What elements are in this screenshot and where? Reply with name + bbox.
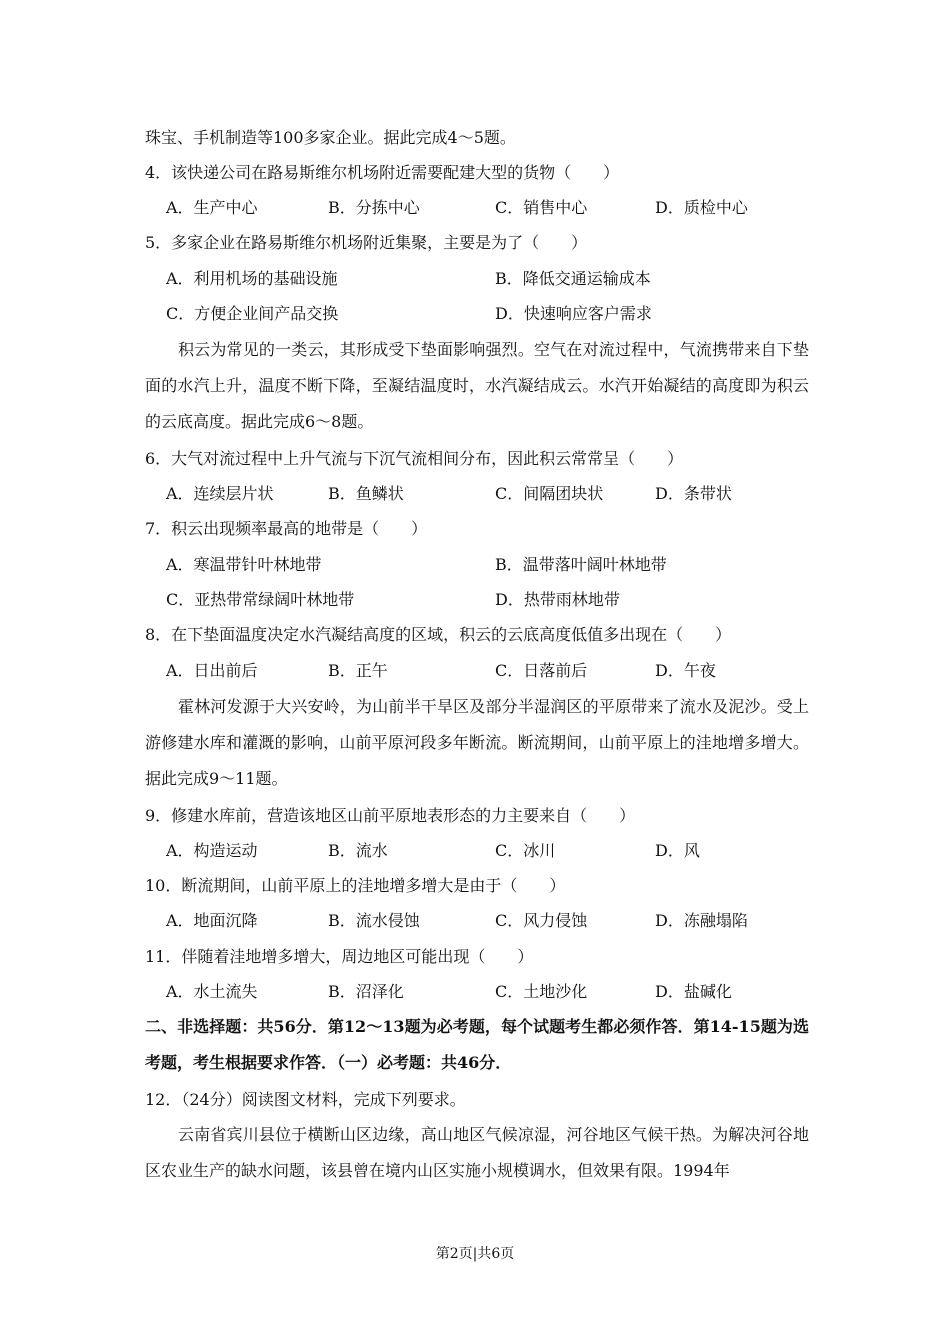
- question-10-option-b: B．流水侵蚀: [328, 911, 420, 930]
- question-4-option-b: B．分拣中心: [328, 198, 420, 217]
- question-8-stem: 8．在下垫面温度决定水汽凝结高度的区域，积云的云底高度低值多出现在（ ）: [145, 625, 732, 644]
- section-two-heading: 二、非选择题：共56分．第12～13题为必考题，每个试题考生都必须作答．第14-15题为选考题，考生根据要求作答．（一）必考题：共46分．: [145, 1017, 809, 1072]
- question-11-option-a: A．水土流失: [166, 982, 258, 1001]
- question-11-option-b: B．沼泽化: [328, 982, 404, 1001]
- question-12-stem: 12．（24分）阅读图文材料，完成下列要求。: [145, 1090, 466, 1109]
- question-6-option-b: B．鱼鳞状: [328, 484, 404, 503]
- question-7-option-c: C．亚热带常绿阔叶林地带: [166, 590, 355, 609]
- question-5-option-b: B．降低交通运输成本: [495, 269, 651, 288]
- question-10-option-a: A．地面沉降: [166, 911, 258, 930]
- question-5-option-c: C．方便企业间产品交换: [166, 304, 339, 323]
- question-9-option-c: C．冰川: [495, 841, 556, 860]
- question-6-option-c: C．间隔团块状: [495, 484, 604, 503]
- question-11-option-c: C．土地沙化: [495, 982, 588, 1001]
- question-9-option-a: A．构造运动: [166, 841, 258, 860]
- question-5-stem: 5．多家企业在路易斯维尔机场附近集聚，主要是为了（ ）: [145, 233, 588, 252]
- question-8-option-c: C．日落前后: [495, 661, 588, 680]
- question-7-option-a: A．寒温带针叶林地带: [166, 555, 322, 574]
- question-8-option-b: B．正午: [328, 661, 388, 680]
- page-footer: 第2页|共6页: [435, 1246, 515, 1262]
- question-6-option-a: A．连续层片状: [166, 484, 274, 503]
- question-10-option-d: D．冻融塌陷: [655, 911, 748, 930]
- question-4-option-a: A．生产中心: [166, 198, 258, 217]
- passage-cumulus: 积云为常见的一类云，其形成受下垫面影响强烈。空气在对流过程中，气流携带来自下垫面的水汽上升，温度不断下降，至凝结温度时，水汽凝结成云。水汽开始凝结的高度即为积云的云底高度。据此完成6～8题。: [145, 340, 809, 431]
- question-11-stem: 11．伴随着洼地增多增大，周边地区可能出现（ ）: [145, 947, 534, 966]
- question-7-option-b: B．温带落叶阔叶林地带: [495, 555, 667, 574]
- passage-binchuan: 云南省宾川县位于横断山区边缘，高山地区气候凉湿，河谷地区气候干热。为解决河谷地区农业生产的缺水问题，该县曾在境内山区实施小规模调水，但效果有限。1994年: [145, 1125, 809, 1180]
- question-10-stem: 10．断流期间，山前平原上的洼地增多增大是由于（ ）: [145, 876, 566, 895]
- question-11-option-d: D．盐碱化: [655, 982, 732, 1001]
- question-7-stem: 7．积云出现频率最高的地带是（ ）: [145, 519, 428, 538]
- question-9-stem: 9．修建水库前，营造该地区山前平原地表形态的力主要来自（ ）: [145, 806, 636, 825]
- passage-huolin: 霍林河发源于大兴安岭，为山前半干旱区及部分半湿润区的平原带来了流水及泥沙。受上游修建水库和灌溉的影响，山前平原河段多年断流。断流期间，山前平原上的洼地增多增大。据此完成9～11题。: [145, 697, 809, 788]
- question-9-option-b: B．流水: [328, 841, 388, 860]
- question-5-option-d: D．快速响应客户需求: [495, 304, 652, 323]
- question-6-stem: 6．大气对流过程中上升气流与下沉气流相间分布，因此积云常常呈（ ）: [145, 449, 684, 468]
- question-4-option-c: C．销售中心: [495, 198, 588, 217]
- question-8-option-a: A．日出前后: [166, 661, 258, 680]
- question-4-stem: 4．该快递公司在路易斯维尔机场附近需要配建大型的货物（ ）: [145, 163, 620, 182]
- question-4-option-d: D．质检中心: [655, 198, 748, 217]
- question-8-option-d: D．午夜: [655, 661, 716, 680]
- question-6-option-d: D．条带状: [655, 484, 732, 503]
- question-5-option-a: A．利用机场的基础设施: [166, 269, 338, 288]
- question-10-option-c: C．风力侵蚀: [495, 911, 588, 930]
- question-7-option-d: D．热带雨林地带: [495, 590, 620, 609]
- passage-intro-end: 珠宝、手机制造等100多家企业。据此完成4～5题。: [145, 128, 516, 147]
- question-9-option-d: D．风: [655, 841, 700, 860]
